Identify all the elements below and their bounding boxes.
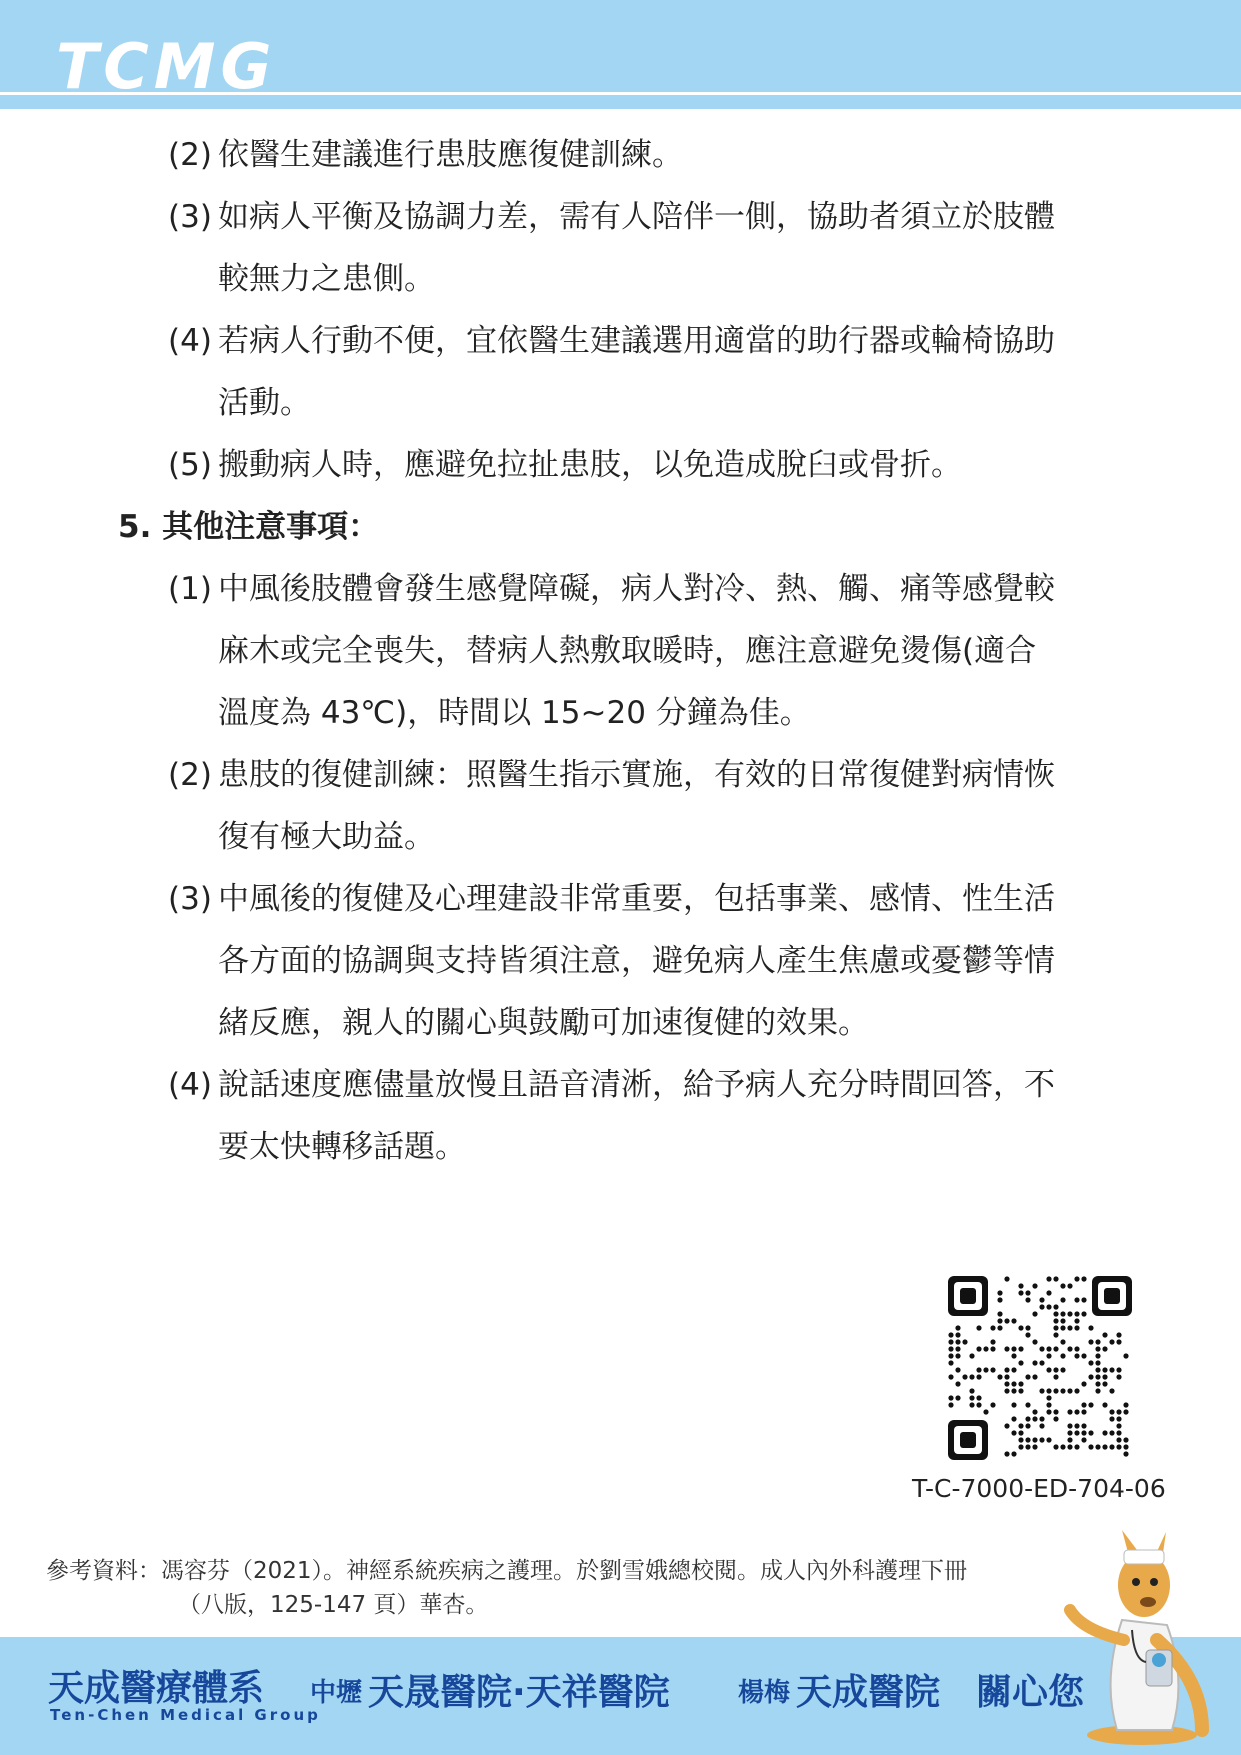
item-number: (3) [168, 199, 212, 235]
section-heading: 5. 其他注意事項： [118, 509, 380, 545]
item-text: 溫度為 43℃)，時間以 15~20 分鐘為佳。 [218, 695, 811, 731]
footer-location-1: 中壢 [310, 1678, 363, 1708]
item-text: 麻木或完全喪失，替病人熱敷取暖時，應注意避免燙傷(適合 [218, 633, 1037, 669]
footer-hospital-2: 天成醫院 [796, 1672, 941, 1713]
item-text: 搬動病人時，應避免拉扯患肢，以免造成脫臼或骨折。 [218, 447, 962, 483]
item-number: (1) [168, 571, 212, 607]
item-number: (4) [168, 1067, 212, 1103]
tcmg-logo: TCMG [56, 30, 277, 103]
item-text: 活動。 [218, 385, 311, 421]
item-number: (2) [168, 137, 212, 173]
item-text: 中風後的復健及心理建設非常重要，包括事業、感情、性生活 [218, 881, 1055, 917]
item-text: 各方面的協調與支持皆須注意，避免病人產生焦慮或憂鬱等情 [218, 943, 1055, 979]
item-text: 說話速度應儘量放慢且語音清淅，給予病人充分時間回答，不 [218, 1067, 1055, 1103]
item-text: 若病人行動不便，宜依醫生建議選用適當的助行器或輪椅協助 [218, 323, 1055, 359]
item-text: 如病人平衡及協調力差，需有人陪伴一側，協助者須立於肢體 [218, 199, 1055, 235]
footer-brand-en: Ten-Chen Medical Group [50, 1706, 321, 1724]
item-text: 依醫生建議進行患肢應復健訓練。 [218, 137, 683, 173]
footer-brand: 天成醫療體系 [48, 1668, 265, 1709]
footer-location-2: 楊梅 [738, 1678, 791, 1708]
item-number: (4) [168, 323, 212, 359]
item-number: (2) [168, 757, 212, 793]
footer-hospital-1: 天晟醫院·天祥醫院 [368, 1672, 670, 1713]
item-text: 復有極大助益。 [218, 819, 435, 855]
reference-line-1: 參考資料：馮容芬（2021）。神經系統疾病之護理。於劉雪娥總校閱。成人內外科護理下冊 [46, 1558, 968, 1584]
item-number: (5) [168, 447, 212, 483]
item-text: 中風後肢體會發生感覺障礙，病人對冷、熱、觸、痛等感覺較 [218, 571, 1055, 607]
kangaroo-mascot-icon [1062, 1530, 1212, 1750]
reference-line-2: （八版，125-147 頁）華杏。 [178, 1592, 489, 1618]
qr-code[interactable] [924, 1258, 1144, 1478]
item-text: 緒反應，親人的關心與鼓勵可加速復健的效果。 [218, 1005, 869, 1041]
document-id: T-C-7000-ED-704-06 [912, 1474, 1166, 1503]
item-text: 較無力之患側。 [218, 261, 435, 297]
qr-code-icon [924, 1258, 1144, 1478]
footer-slogan: 關心您 [976, 1672, 1085, 1713]
item-number: (3) [168, 881, 212, 917]
item-text: 要太快轉移話題。 [218, 1129, 466, 1165]
item-text: 患肢的復健訓練：照醫生指示實施，有效的日常復健對病情恢 [218, 757, 1055, 793]
